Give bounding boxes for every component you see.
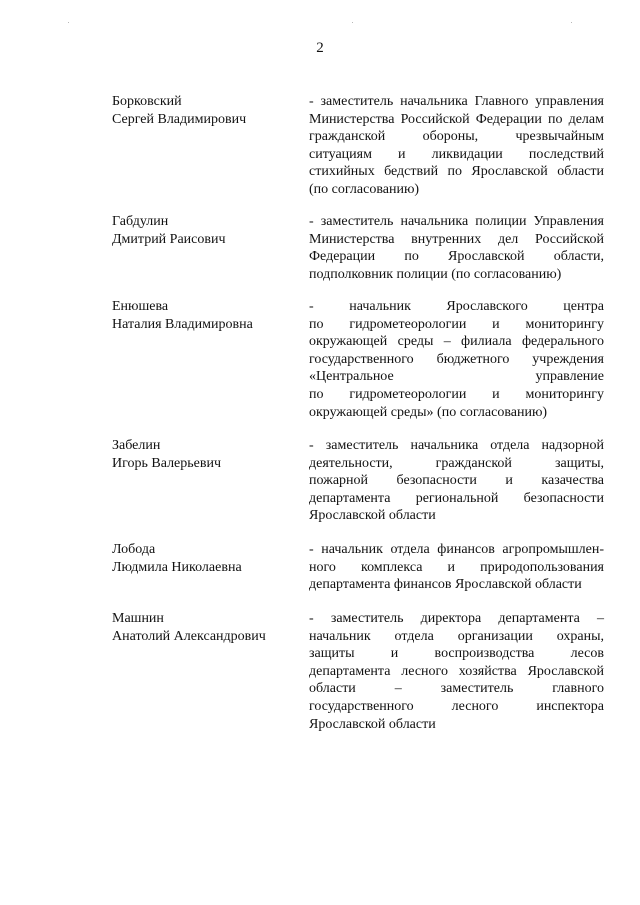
position-line: защиты и воспроизводства лесов [309,646,604,662]
member-surname: Машнин [112,611,164,626]
position-line: - заместитель директора департамента – [309,611,604,626]
position-line: окружающей среды» (по согласованию) [309,404,548,420]
member-surname: Забелин [112,438,161,453]
position-line: государственного бюджетного учреждения [309,351,604,367]
position-line: области – заместитель главного [309,681,604,697]
position-line: стихийных бедствий по Ярославской области [309,164,604,180]
member-surname: Лобода [112,542,156,557]
position-line: гражданской обороны, чрезвычайным [309,129,604,145]
member-position [309,213,604,283]
position-line: Ярославской области [309,716,436,732]
position-line: «Центральное управление [309,369,604,385]
scan-speck [571,22,572,23]
position-line: - заместитель начальника отдела надзорной [309,438,604,453]
scan-speck [68,22,69,23]
member-position [309,610,604,733]
member-name [112,437,297,472]
position-line: государственного лесного инспектора [309,698,604,714]
position-line: департамента региональной безопасности [309,490,604,506]
member-given-names: Сергей Владимирович [112,111,247,127]
position-line: по гидрометеорологии и мониторингу [309,386,604,402]
member-surname: Борковский [112,94,182,109]
member-position [309,437,604,525]
member-position [309,93,604,199]
position-line: - заместитель начальника полиции Управления [309,214,604,229]
member-name [112,610,297,645]
position-line: пожарной безопасности и казачества [309,473,604,489]
position-line: департамента финансов Ярославской области [309,577,582,593]
position-line: - начальник Ярославского центра [309,299,604,314]
position-line: по гидрометеорологии и мониторингу [309,316,604,332]
position-line: подполковник полиции (по согласованию) [309,266,562,282]
member-name [112,213,297,248]
member-name [112,93,297,128]
member-position [309,298,604,421]
member-name [112,541,297,576]
member-position [309,541,604,594]
position-line: Министерства внутренних дел Российской [309,231,604,247]
position-line: ного комплекса и природопользования [309,559,604,575]
member-name [112,298,297,333]
position-line: - начальник отдела финансов агропромышлен- [309,542,604,557]
member-surname: Габдулин [112,214,169,229]
member-given-names: Анатолий Александрович [112,628,266,644]
position-line: Ярославской области [309,508,436,524]
position-line: окружающей среды – филиала федерального [309,334,604,350]
member-surname: Енюшева [112,299,169,314]
position-line: Федерации по Ярославской области, [309,249,604,265]
position-line: - заместитель начальника Главного управления [309,94,604,109]
member-given-names: Наталия Владимировна [112,316,253,332]
member-given-names: Людмила Николаевна [112,559,242,575]
position-line: департамента лесного хозяйства Ярославской [309,663,604,679]
position-line: ситуациям и ликвидации последствий [309,146,604,162]
position-line: Министерства Российской Федерации по делам [309,111,604,127]
position-line: (по согласованию) [309,181,420,197]
member-given-names: Дмитрий Раисович [112,231,226,247]
page-number: 2 [316,40,324,56]
position-line: деятельности, гражданской защиты, [309,455,604,471]
scan-speck [352,22,353,23]
member-given-names: Игорь Валерьевич [112,455,222,471]
position-line: начальник отдела организации охраны, [309,628,604,644]
